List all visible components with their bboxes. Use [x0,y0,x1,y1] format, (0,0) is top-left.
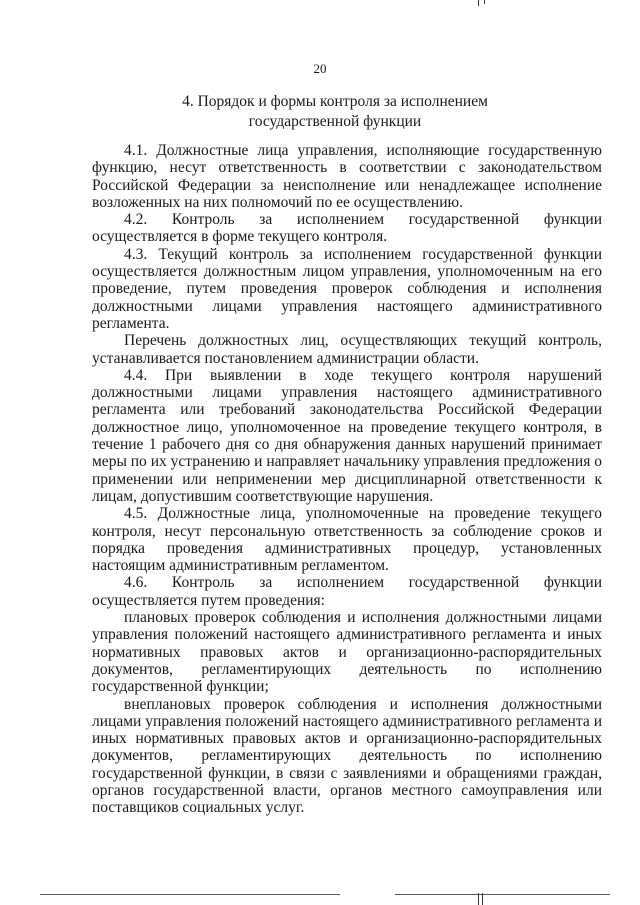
document-body [92,142,602,817]
paragraph-4-1: 4.1. Должностные лица управления, исполняющие государственную функцию, несут ответственность в соответствии с законодательством Российской Федерации за неисполнение или ненадлежащее исполнение возложенных на них полномочий по ее осуществлению. [92,142,602,211]
scan-edge-line [40,894,340,895]
scan-mark-bottom [478,893,479,905]
scan-mark-top [484,0,485,4]
scan-edge-line [395,894,610,895]
paragraph-4-2: 4.2. Контроль за исполнением государственной функции осуществляется в форме текущего контроля. [92,211,602,246]
paragraph-4-3: 4.3. Текущий контроль за исполнением государственной функции осуществляется должностным лицом управления, уполномоченным на его проведение, путем проведения проверок соблюдения и исполнения должностными лицами управления настоящего административного регламента. [92,245,602,332]
paragraph-4-6: 4.6. Контроль за исполнением государственной функции осуществляется путем проведения: [92,574,602,609]
section-heading [120,92,550,132]
scan-mark-top [478,0,479,6]
heading-line-1: 4. Порядок и формы контроля за исполнением [182,93,488,110]
paragraph-4-5: 4.5. Должностные лица, уполномоченные на проведение текущего контроля, несут персональную ответственность за соблюдение сроков и порядка проведения административных процедур, установленных настоящим административным регламентом. [92,505,602,575]
scan-mark-bottom [482,893,483,905]
paragraph-4-4: 4.4. При выявлении в ходе текущего контроля нарушений должностными лицами управления настоящего административного регламента или требований законодательства Российской Федерации должностное лицо, уполномоченное на проведение текущего контроля, в течение 1 рабочего дня со дня обнаружения данных нарушений принимает меры по их устранению и направляет начальнику управления предложения о применении или неприменении мер дисциплинарной ответственности к лицам, допустившим соответствующие нарушения. [92,366,602,505]
paragraph-planned-checks: плановых проверок соблюдения и исполнения должностными лицами управления положений настоящего административного регламента и иных нормативных правовых актов и организационно-распорядительных документов, регламентирующих деятельность по исполнению государственной функции; [92,609,602,696]
page-number: 20 [313,61,327,76]
paragraph-officials-list: Перечень должностных лиц, осуществляющих текущий контроль, устанавливается постановлением администрации области. [92,332,602,367]
heading-line-2: государственной функции [248,113,422,130]
paragraph-unplanned-checks: внеплановых проверок соблюдения и исполнения должностными лицами управления положений настоящего административного регламента и иных нормативных правовых актов и организационно-распорядительных документов, регламентирующих деятельность по исполнению государственной функции, в связи с заявлениями и обращениями граждан, органов государственной власти, органов местного самоуправления или поставщиков социальных услуг. [92,695,602,817]
